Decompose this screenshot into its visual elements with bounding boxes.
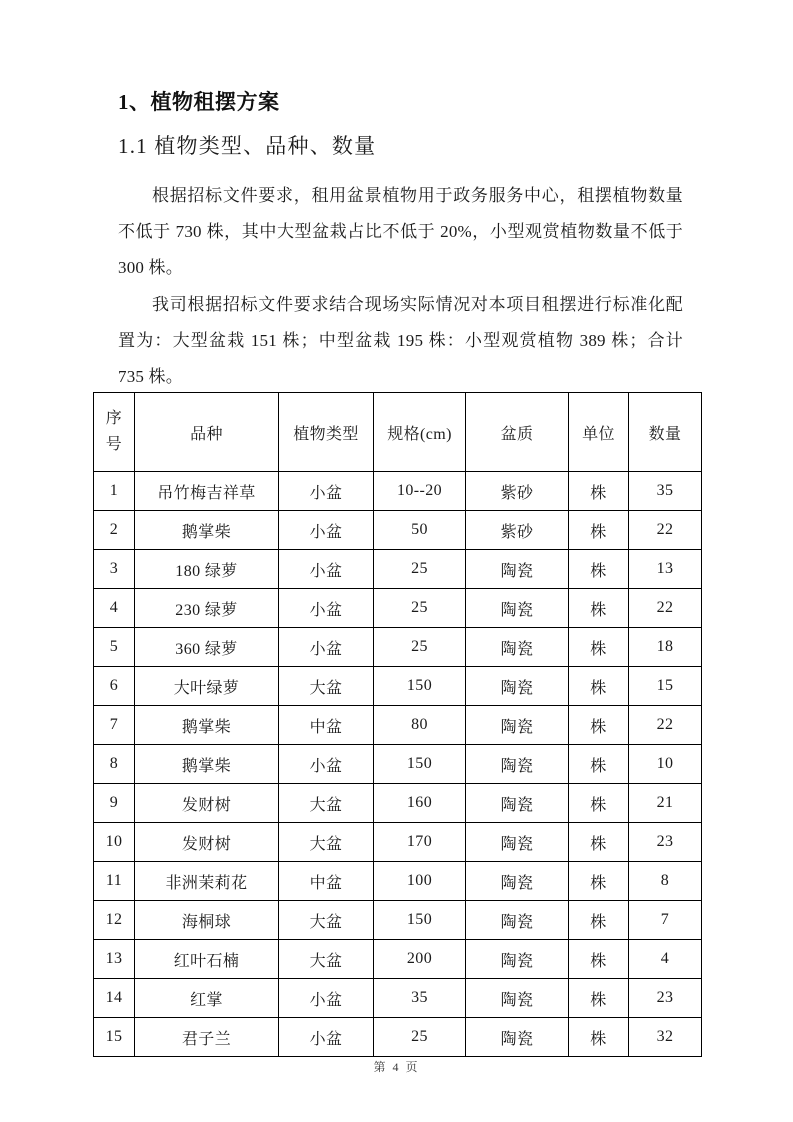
cell-pot-material: 陶瓷 [466,628,569,667]
cell-pot-material: 陶瓷 [466,745,569,784]
cell-plant-type: 大盆 [279,823,374,862]
cell-spec: 10--20 [374,472,466,511]
cell-index: 3 [94,550,135,589]
plant-inventory-table [93,392,702,1057]
cell-plant-type: 小盆 [279,745,374,784]
cell-quantity: 7 [629,901,702,940]
table-row [94,979,702,1018]
cell-variety: 红叶石楠 [135,940,279,979]
cell-unit: 株 [569,706,629,745]
cell-unit: 株 [569,979,629,1018]
cell-spec: 50 [374,511,466,550]
column-header-quantity: 数量 [629,393,702,472]
paragraph-configuration: 我司根据招标文件要求结合现场实际情况对本项目租摆进行标准化配置为：大型盆栽 151 株；中型盆栽 195 株：小型观赏植物 389 株；合计 735 株。 [118,295,683,386]
cell-pot-material: 陶瓷 [466,901,569,940]
cell-plant-type: 小盆 [279,511,374,550]
cell-pot-material: 陶瓷 [466,940,569,979]
cell-spec: 150 [374,745,466,784]
column-header-spec: 规格(cm) [374,393,466,472]
cell-variety: 360 绿萝 [135,628,279,667]
cell-index: 15 [94,1018,135,1057]
cell-plant-type: 大盆 [279,784,374,823]
cell-plant-type: 小盆 [279,1018,374,1057]
cell-pot-material: 陶瓷 [466,862,569,901]
cell-unit: 株 [569,667,629,706]
section-heading-1-1: 1.1 植物类型、品种、数量 [118,134,377,158]
cell-unit: 株 [569,589,629,628]
cell-variety: 180 绿萝 [135,550,279,589]
cell-index: 13 [94,940,135,979]
table-row [94,940,702,979]
cell-variety: 红掌 [135,979,279,1018]
table-row [94,745,702,784]
cell-index: 7 [94,706,135,745]
paragraph-requirements: 根据招标文件要求，租用盆景植物用于政务服务中心，租摆植物数量不低于 730 株，其中大型盆栽占比不低于 20%，小型观赏植物数量不低于 300 株。 [118,186,683,277]
cell-variety: 发财树 [135,784,279,823]
column-header-pot-material: 盆质 [466,393,569,472]
column-header-variety: 品种 [135,393,279,472]
cell-spec: 150 [374,667,466,706]
cell-plant-type: 中盆 [279,862,374,901]
cell-quantity: 22 [629,589,702,628]
cell-plant-type: 大盆 [279,901,374,940]
cell-index: 14 [94,979,135,1018]
table-header [94,393,702,472]
cell-spec: 25 [374,628,466,667]
cell-variety: 大叶绿萝 [135,667,279,706]
cell-variety: 海桐球 [135,901,279,940]
cell-unit: 株 [569,940,629,979]
column-header-index [94,393,135,472]
cell-spec: 35 [374,979,466,1018]
cell-unit: 株 [569,745,629,784]
cell-pot-material: 陶瓷 [466,589,569,628]
cell-unit: 株 [569,862,629,901]
cell-pot-material: 陶瓷 [466,784,569,823]
cell-index: 6 [94,667,135,706]
table-row [94,784,702,823]
cell-variety: 非洲茉莉花 [135,862,279,901]
cell-quantity: 4 [629,940,702,979]
cell-index: 2 [94,511,135,550]
cell-pot-material: 陶瓷 [466,979,569,1018]
cell-unit: 株 [569,628,629,667]
cell-quantity: 21 [629,784,702,823]
table-row [94,628,702,667]
cell-pot-material: 紫砂 [466,511,569,550]
cell-index: 10 [94,823,135,862]
cell-variety: 鹅掌柴 [135,511,279,550]
table-row [94,511,702,550]
table-row [94,901,702,940]
cell-quantity: 15 [629,667,702,706]
cell-unit: 株 [569,550,629,589]
cell-pot-material: 紫砂 [466,472,569,511]
cell-index: 9 [94,784,135,823]
cell-spec: 25 [374,1018,466,1057]
column-header-unit: 单位 [569,393,629,472]
cell-unit: 株 [569,823,629,862]
cell-plant-type: 大盆 [279,667,374,706]
table-row [94,823,702,862]
cell-pot-material: 陶瓷 [466,1018,569,1057]
cell-quantity: 32 [629,1018,702,1057]
cell-spec: 80 [374,706,466,745]
cell-pot-material: 陶瓷 [466,823,569,862]
table-row [94,550,702,589]
cell-spec: 170 [374,823,466,862]
cell-plant-type: 小盆 [279,628,374,667]
cell-variety: 鹅掌柴 [135,745,279,784]
cell-quantity: 8 [629,862,702,901]
cell-plant-type: 小盆 [279,550,374,589]
cell-variety: 君子兰 [135,1018,279,1057]
table-row [94,862,702,901]
cell-plant-type: 小盆 [279,979,374,1018]
cell-quantity: 18 [629,628,702,667]
cell-spec: 25 [374,550,466,589]
cell-spec: 25 [374,589,466,628]
cell-variety: 发财树 [135,823,279,862]
cell-quantity: 35 [629,472,702,511]
cell-spec: 200 [374,940,466,979]
cell-spec: 160 [374,784,466,823]
cell-pot-material: 陶瓷 [466,550,569,589]
cell-unit: 株 [569,511,629,550]
column-header-index-line2: 号 [105,436,123,453]
cell-quantity: 10 [629,745,702,784]
cell-index: 12 [94,901,135,940]
cell-quantity: 23 [629,823,702,862]
column-header-plant-type: 植物类型 [279,393,374,472]
cell-spec: 100 [374,862,466,901]
cell-variety: 吊竹梅吉祥草 [135,472,279,511]
cell-plant-type: 大盆 [279,940,374,979]
page-footer: 第 4 页 [373,1060,420,1074]
table-row [94,706,702,745]
cell-pot-material: 陶瓷 [466,667,569,706]
cell-quantity: 13 [629,550,702,589]
cell-unit: 株 [569,784,629,823]
table-row [94,667,702,706]
cell-index: 1 [94,472,135,511]
section-heading-1: 1、植物租摆方案 [118,90,280,114]
cell-index: 11 [94,862,135,901]
cell-plant-type: 小盆 [279,472,374,511]
cell-index: 5 [94,628,135,667]
cell-unit: 株 [569,901,629,940]
cell-index: 4 [94,589,135,628]
cell-unit: 株 [569,472,629,511]
table-row [94,472,702,511]
cell-quantity: 23 [629,979,702,1018]
cell-pot-material: 陶瓷 [466,706,569,745]
cell-quantity: 22 [629,706,702,745]
cell-plant-type: 小盆 [279,589,374,628]
cell-spec: 150 [374,901,466,940]
cell-quantity: 22 [629,511,702,550]
table-row [94,589,702,628]
cell-unit: 株 [569,1018,629,1057]
cell-index: 8 [94,745,135,784]
table-row [94,1018,702,1057]
cell-variety: 鹅掌柴 [135,706,279,745]
cell-variety: 230 绿萝 [135,589,279,628]
table-body [94,472,702,1057]
column-header-index-line1: 序 [105,410,123,427]
plant-table-container [93,392,701,1057]
table-header-row [94,393,702,472]
cell-plant-type: 中盆 [279,706,374,745]
